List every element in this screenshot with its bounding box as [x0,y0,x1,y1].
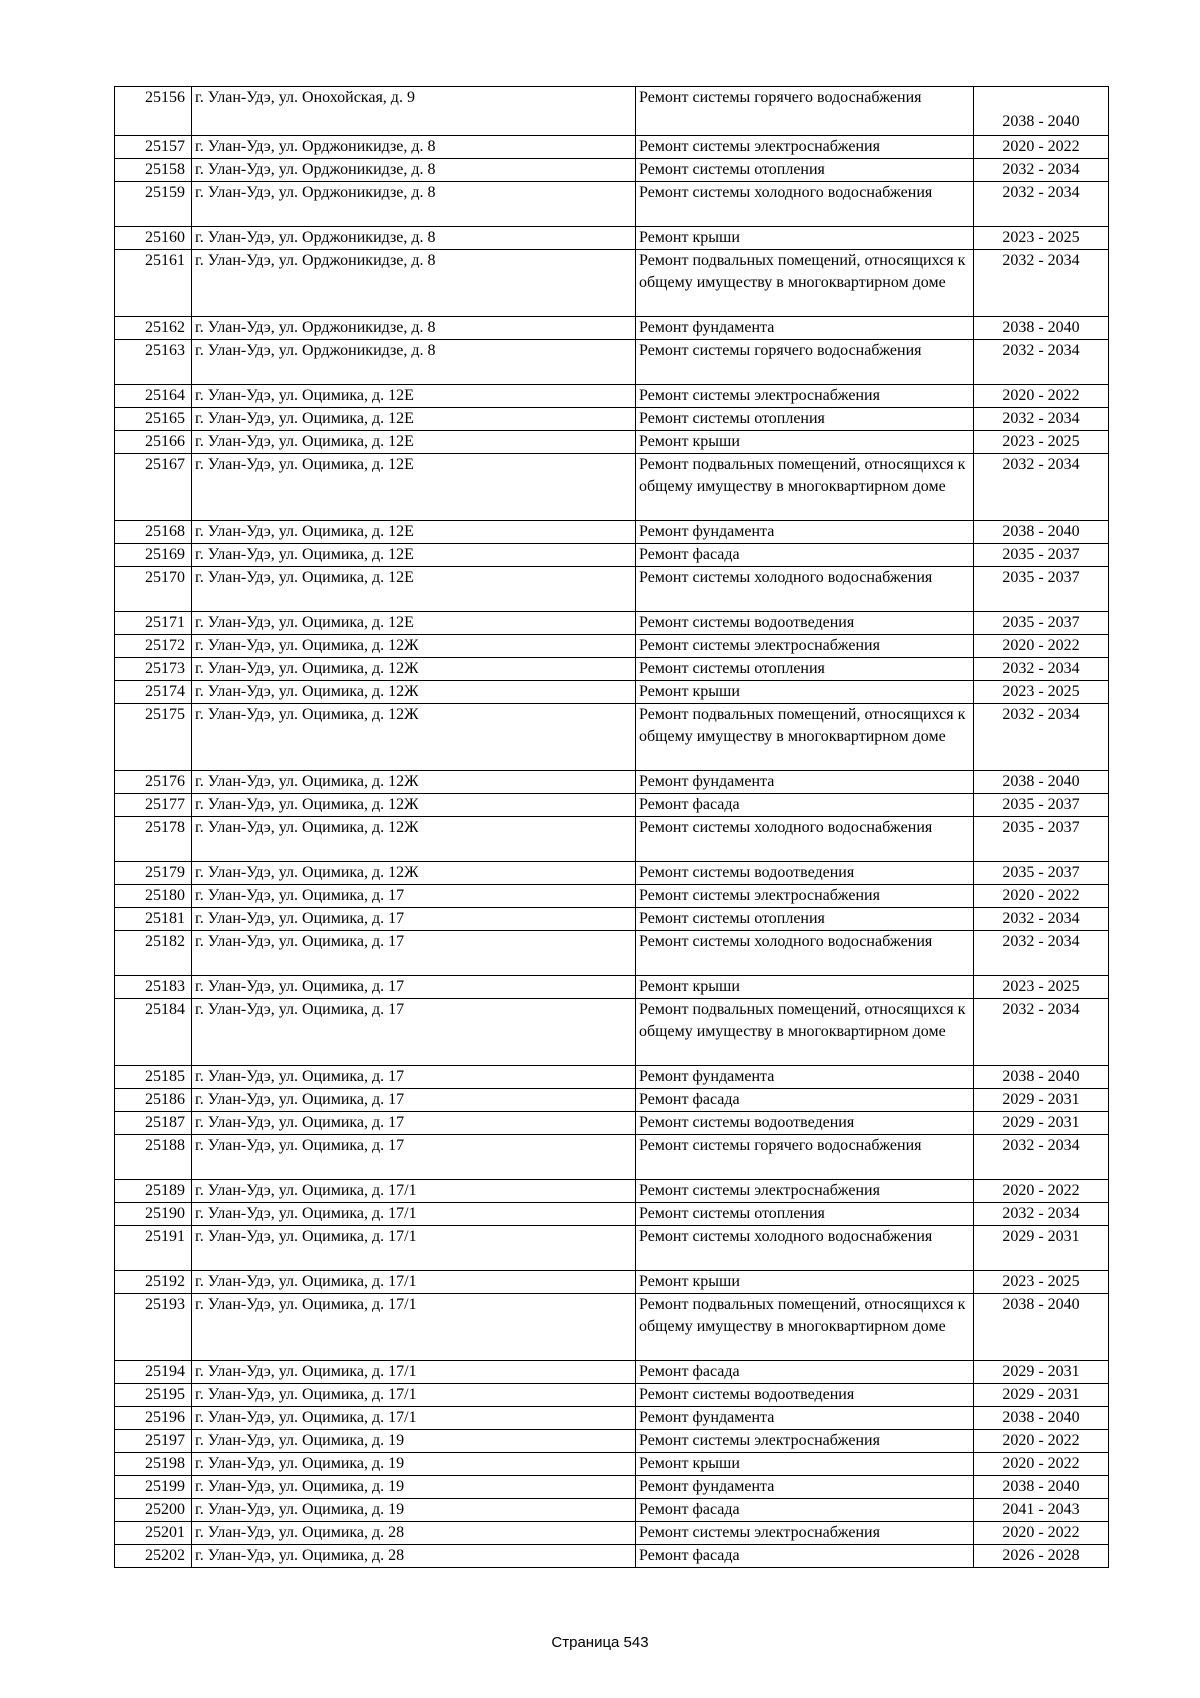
period-cell: 2023 - 2025 [974,681,1109,704]
row-number-cell: 25195 [115,1384,192,1407]
work-type-cell: Ремонт системы горячего водоснабжения [636,1135,974,1180]
address-cell: г. Улан-Удэ, ул. Оцимика, д. 19 [192,1499,636,1522]
work-type-cell: Ремонт фасада [636,1361,974,1384]
table-row [115,454,1109,521]
period-cell: 2032 - 2034 [974,1203,1109,1226]
period-cell: 2023 - 2025 [974,227,1109,250]
table-row [115,1226,1109,1271]
work-type-cell: Ремонт фундамента [636,771,974,794]
table-row [115,1430,1109,1453]
address-cell: г. Улан-Удэ, ул. Оцимика, д. 17 [192,999,636,1066]
period-cell: 2020 - 2022 [974,1430,1109,1453]
table-row [115,1545,1109,1568]
address-cell: г. Улан-Удэ, ул. Оцимика, д. 17/1 [192,1180,636,1203]
address-cell: г. Улан-Удэ, ул. Оцимика, д. 12Е [192,521,636,544]
table-row [115,885,1109,908]
address-cell: г. Улан-Удэ, ул. Оцимика, д. 17/1 [192,1203,636,1226]
address-cell: г. Улан-Удэ, ул. Оцимика, д. 12Е [192,385,636,408]
work-type-cell: Ремонт фундамента [636,1066,974,1089]
work-type-cell: Ремонт крыши [636,681,974,704]
work-type-cell: Ремонт системы отопления [636,1203,974,1226]
row-number-cell: 25163 [115,340,192,385]
work-type-cell: Ремонт фасада [636,1089,974,1112]
period-cell: 2032 - 2034 [974,1135,1109,1180]
work-type-cell: Ремонт фасада [636,544,974,567]
period-cell: 2029 - 2031 [974,1112,1109,1135]
work-type-cell: Ремонт системы электроснабжения [636,1430,974,1453]
table-row [115,521,1109,544]
period-cell: 2020 - 2022 [974,885,1109,908]
period-cell: 2020 - 2022 [974,136,1109,159]
work-type-cell: Ремонт фундамента [636,317,974,340]
table-row [115,87,1109,136]
table-row [115,182,1109,227]
period-cell: 2038 - 2040 [974,521,1109,544]
address-cell: г. Улан-Удэ, ул. Орджоникидзе, д. 8 [192,182,636,227]
address-cell: г. Улан-Удэ, ул. Оцимика, д. 17/1 [192,1226,636,1271]
row-number-cell: 25193 [115,1294,192,1361]
row-number-cell: 25172 [115,635,192,658]
address-cell: г. Улан-Удэ, ул. Оцимика, д. 17 [192,931,636,976]
table-row [115,1499,1109,1522]
period-cell: 2038 - 2040 [974,317,1109,340]
address-cell: г. Улан-Удэ, ул. Оцимика, д. 19 [192,1430,636,1453]
row-number-cell: 25185 [115,1066,192,1089]
work-type-cell: Ремонт системы электроснабжения [636,635,974,658]
period-cell: 2038 - 2040 [974,1407,1109,1430]
address-cell: г. Улан-Удэ, ул. Оцимика, д. 17 [192,1112,636,1135]
row-number-cell: 25190 [115,1203,192,1226]
address-cell: г. Улан-Удэ, ул. Оцимика, д. 12Ж [192,635,636,658]
page-number: Страница 543 [551,1634,649,1651]
address-cell: г. Улан-Удэ, ул. Оцимика, д. 12Е [192,612,636,635]
period-cell: 2032 - 2034 [974,408,1109,431]
period-cell: 2020 - 2022 [974,635,1109,658]
work-type-cell: Ремонт крыши [636,976,974,999]
address-cell: г. Улан-Удэ, ул. Оцимика, д. 28 [192,1522,636,1545]
document-sheet [114,86,1108,1568]
address-cell: г. Улан-Удэ, ул. Оцимика, д. 12Ж [192,817,636,862]
row-number-cell: 25177 [115,794,192,817]
period-cell: 2020 - 2022 [974,385,1109,408]
period-cell: 2029 - 2031 [974,1361,1109,1384]
address-cell: г. Улан-Удэ, ул. Оцимика, д. 28 [192,1545,636,1568]
row-number-cell: 25174 [115,681,192,704]
address-cell: г. Улан-Удэ, ул. Оцимика, д. 17 [192,1066,636,1089]
table-row [115,1135,1109,1180]
table-row [115,544,1109,567]
row-number-cell: 25178 [115,817,192,862]
table-row [115,999,1109,1066]
address-cell: г. Улан-Удэ, ул. Орджоникидзе, д. 8 [192,136,636,159]
row-number-cell: 25200 [115,1499,192,1522]
address-cell: г. Улан-Удэ, ул. Оцимика, д. 17 [192,1135,636,1180]
row-number-cell: 25188 [115,1135,192,1180]
work-type-cell: Ремонт крыши [636,1453,974,1476]
period-cell: 2035 - 2037 [974,817,1109,862]
address-cell: г. Улан-Удэ, ул. Оцимика, д. 19 [192,1453,636,1476]
period-cell: 2035 - 2037 [974,612,1109,635]
table-row [115,635,1109,658]
table-row [115,1271,1109,1294]
table-row [115,227,1109,250]
table-row [115,817,1109,862]
work-type-cell: Ремонт системы холодного водоснабжения [636,1226,974,1271]
work-type-cell: Ремонт системы холодного водоснабжения [636,567,974,612]
work-type-cell: Ремонт крыши [636,431,974,454]
period-cell: 2032 - 2034 [974,454,1109,521]
work-type-cell: Ремонт системы водоотведения [636,1112,974,1135]
period-cell: 2023 - 2025 [974,976,1109,999]
work-type-cell: Ремонт системы электроснабжения [636,885,974,908]
period-cell: 2023 - 2025 [974,1271,1109,1294]
work-type-cell: Ремонт системы холодного водоснабжения [636,931,974,976]
table-row [115,1476,1109,1499]
address-cell: г. Улан-Удэ, ул. Оцимика, д. 12Е [192,431,636,454]
table-row [115,1112,1109,1135]
work-type-cell: Ремонт системы водоотведения [636,612,974,635]
period-cell: 2035 - 2037 [974,862,1109,885]
row-number-cell: 25173 [115,658,192,681]
row-number-cell: 25167 [115,454,192,521]
repair-schedule-table [114,86,1109,1568]
work-type-cell: Ремонт подвальных помещений, относящихся к общему имуществу в многоквартирном доме [636,999,974,1066]
table-row [115,1203,1109,1226]
address-cell: г. Улан-Удэ, ул. Оцимика, д. 12Ж [192,771,636,794]
address-cell: г. Улан-Удэ, ул. Оцимика, д. 12Е [192,454,636,521]
table-row [115,567,1109,612]
address-cell: г. Улан-Удэ, ул. Оцимика, д. 12Ж [192,704,636,771]
address-cell: г. Улан-Удэ, ул. Орджоникидзе, д. 8 [192,250,636,317]
address-cell: г. Улан-Удэ, ул. Оцимика, д. 17 [192,885,636,908]
row-number-cell: 25166 [115,431,192,454]
address-cell: г. Улан-Удэ, ул. Оцимика, д. 12Е [192,408,636,431]
work-type-cell: Ремонт системы водоотведения [636,862,974,885]
period-cell: 2032 - 2034 [974,658,1109,681]
work-type-cell: Ремонт системы горячего водоснабжения [636,340,974,385]
work-type-cell: Ремонт фундамента [636,521,974,544]
row-number-cell: 25201 [115,1522,192,1545]
table-row [115,408,1109,431]
work-type-cell: Ремонт крыши [636,227,974,250]
row-number-cell: 25180 [115,885,192,908]
work-type-cell: Ремонт крыши [636,1271,974,1294]
period-cell: 2020 - 2022 [974,1522,1109,1545]
address-cell: г. Улан-Удэ, ул. Оцимика, д. 17/1 [192,1294,636,1361]
table-row [115,1066,1109,1089]
row-number-cell: 25159 [115,182,192,227]
table-row [115,931,1109,976]
table-row [115,976,1109,999]
table-row [115,317,1109,340]
row-number-cell: 25169 [115,544,192,567]
period-cell: 2029 - 2031 [974,1384,1109,1407]
row-number-cell: 25183 [115,976,192,999]
address-cell: г. Улан-Удэ, ул. Орджоникидзе, д. 8 [192,317,636,340]
address-cell: г. Улан-Удэ, ул. Оцимика, д. 17 [192,1089,636,1112]
work-type-cell: Ремонт системы холодного водоснабжения [636,182,974,227]
row-number-cell: 25194 [115,1361,192,1384]
row-number-cell: 25168 [115,521,192,544]
address-cell: г. Улан-Удэ, ул. Орджоникидзе, д. 8 [192,159,636,182]
address-cell: г. Улан-Удэ, ул. Оцимика, д. 17/1 [192,1361,636,1384]
row-number-cell: 25182 [115,931,192,976]
work-type-cell: Ремонт фасада [636,1499,974,1522]
period-cell: 2032 - 2034 [974,159,1109,182]
row-number-cell: 25156 [115,87,192,136]
row-number-cell: 25165 [115,408,192,431]
row-number-cell: 25196 [115,1407,192,1430]
table-row [115,794,1109,817]
period-cell: 2020 - 2022 [974,1180,1109,1203]
period-cell: 2032 - 2034 [974,340,1109,385]
work-type-cell: Ремонт системы отопления [636,159,974,182]
period-cell: 2032 - 2034 [974,182,1109,227]
table-row [115,658,1109,681]
period-cell: 2035 - 2037 [974,567,1109,612]
work-type-cell: Ремонт системы отопления [636,908,974,931]
period-cell: 2029 - 2031 [974,1089,1109,1112]
work-type-cell: Ремонт системы электроснабжения [636,136,974,159]
period-cell: 2026 - 2028 [974,1545,1109,1568]
table-row [115,159,1109,182]
address-cell: г. Улан-Удэ, ул. Оцимика, д. 12Ж [192,862,636,885]
address-cell: г. Улан-Удэ, ул. Оцимика, д. 12Ж [192,658,636,681]
table-row [115,1407,1109,1430]
address-cell: г. Улан-Удэ, ул. Орджоникидзе, д. 8 [192,227,636,250]
table-row [115,1384,1109,1407]
row-number-cell: 25184 [115,999,192,1066]
address-cell: г. Улан-Удэ, ул. Оцимика, д. 12Е [192,567,636,612]
row-number-cell: 25202 [115,1545,192,1568]
address-cell: г. Улан-Удэ, ул. Оцимика, д. 12Ж [192,681,636,704]
row-number-cell: 25157 [115,136,192,159]
table-row [115,862,1109,885]
table-row [115,1522,1109,1545]
table-row [115,136,1109,159]
work-type-cell: Ремонт подвальных помещений, относящихся к общему имуществу в многоквартирном доме [636,1294,974,1361]
address-cell: г. Улан-Удэ, ул. Онохойская, д. 9 [192,87,636,136]
work-type-cell: Ремонт системы горячего водоснабжения [636,87,974,136]
row-number-cell: 25189 [115,1180,192,1203]
row-number-cell: 25191 [115,1226,192,1271]
period-cell: 2032 - 2034 [974,704,1109,771]
period-cell: 2035 - 2037 [974,544,1109,567]
work-type-cell: Ремонт системы электроснабжения [636,1180,974,1203]
row-number-cell: 25158 [115,159,192,182]
work-type-cell: Ремонт системы водоотведения [636,1384,974,1407]
table-row [115,771,1109,794]
work-type-cell: Ремонт фасада [636,794,974,817]
period-cell: 2032 - 2034 [974,999,1109,1066]
table-body [115,87,1109,1568]
work-type-cell: Ремонт системы электроснабжения [636,385,974,408]
work-type-cell: Ремонт подвальных помещений, относящихся к общему имуществу в многоквартирном доме [636,250,974,317]
row-number-cell: 25176 [115,771,192,794]
period-cell: 2038 - 2040 [974,1294,1109,1361]
work-type-cell: Ремонт фундамента [636,1407,974,1430]
row-number-cell: 25192 [115,1271,192,1294]
period-cell: 2038 - 2040 [974,771,1109,794]
table-row [115,1089,1109,1112]
address-cell: г. Улан-Удэ, ул. Оцимика, д. 17 [192,908,636,931]
table-row [115,1294,1109,1361]
work-type-cell: Ремонт системы отопления [636,408,974,431]
work-type-cell: Ремонт фундамента [636,1476,974,1499]
period-cell: 2032 - 2034 [974,250,1109,317]
address-cell: г. Улан-Удэ, ул. Оцимика, д. 17/1 [192,1384,636,1407]
work-type-cell: Ремонт системы отопления [636,658,974,681]
table-row [115,1361,1109,1384]
work-type-cell: Ремонт подвальных помещений, относящихся к общему имуществу в многоквартирном доме [636,704,974,771]
table-row [115,908,1109,931]
row-number-cell: 25187 [115,1112,192,1135]
address-cell: г. Улан-Удэ, ул. Оцимика, д. 19 [192,1476,636,1499]
address-cell: г. Улан-Удэ, ул. Оцимика, д. 12Е [192,544,636,567]
table-row [115,1180,1109,1203]
work-type-cell: Ремонт фасада [636,1545,974,1568]
row-number-cell: 25199 [115,1476,192,1499]
row-number-cell: 25160 [115,227,192,250]
row-number-cell: 25175 [115,704,192,771]
table-row [115,385,1109,408]
period-cell: 2020 - 2022 [974,1453,1109,1476]
table-row [115,612,1109,635]
period-cell: 2032 - 2034 [974,931,1109,976]
address-cell: г. Улан-Удэ, ул. Оцимика, д. 17/1 [192,1407,636,1430]
address-cell: г. Улан-Удэ, ул. Оцимика, д. 12Ж [192,794,636,817]
address-cell: г. Улан-Удэ, ул. Оцимика, д. 17 [192,976,636,999]
row-number-cell: 25181 [115,908,192,931]
row-number-cell: 25170 [115,567,192,612]
row-number-cell: 25198 [115,1453,192,1476]
period-cell: 2041 - 2043 [974,1499,1109,1522]
row-number-cell: 25171 [115,612,192,635]
table-row [115,250,1109,317]
period-cell: 2038 - 2040 [974,1476,1109,1499]
row-number-cell: 25164 [115,385,192,408]
table-row [115,681,1109,704]
period-cell: 2029 - 2031 [974,1226,1109,1271]
work-type-cell: Ремонт системы холодного водоснабжения [636,817,974,862]
address-cell: г. Улан-Удэ, ул. Оцимика, д. 17/1 [192,1271,636,1294]
row-number-cell: 25197 [115,1430,192,1453]
row-number-cell: 25162 [115,317,192,340]
table-row [115,431,1109,454]
period-cell: 2035 - 2037 [974,794,1109,817]
table-row [115,1453,1109,1476]
period-cell: 2023 - 2025 [974,431,1109,454]
row-number-cell: 25179 [115,862,192,885]
period-cell: 2032 - 2034 [974,908,1109,931]
work-type-cell: Ремонт подвальных помещений, относящихся к общему имуществу в многоквартирном доме [636,454,974,521]
row-number-cell: 25186 [115,1089,192,1112]
row-number-cell: 25161 [115,250,192,317]
period-cell: 2038 - 2040 [974,1066,1109,1089]
work-type-cell: Ремонт системы электроснабжения [636,1522,974,1545]
address-cell: г. Улан-Удэ, ул. Орджоникидзе, д. 8 [192,340,636,385]
table-row [115,340,1109,385]
period-cell: 2038 - 2040 [974,87,1109,136]
table-row [115,704,1109,771]
